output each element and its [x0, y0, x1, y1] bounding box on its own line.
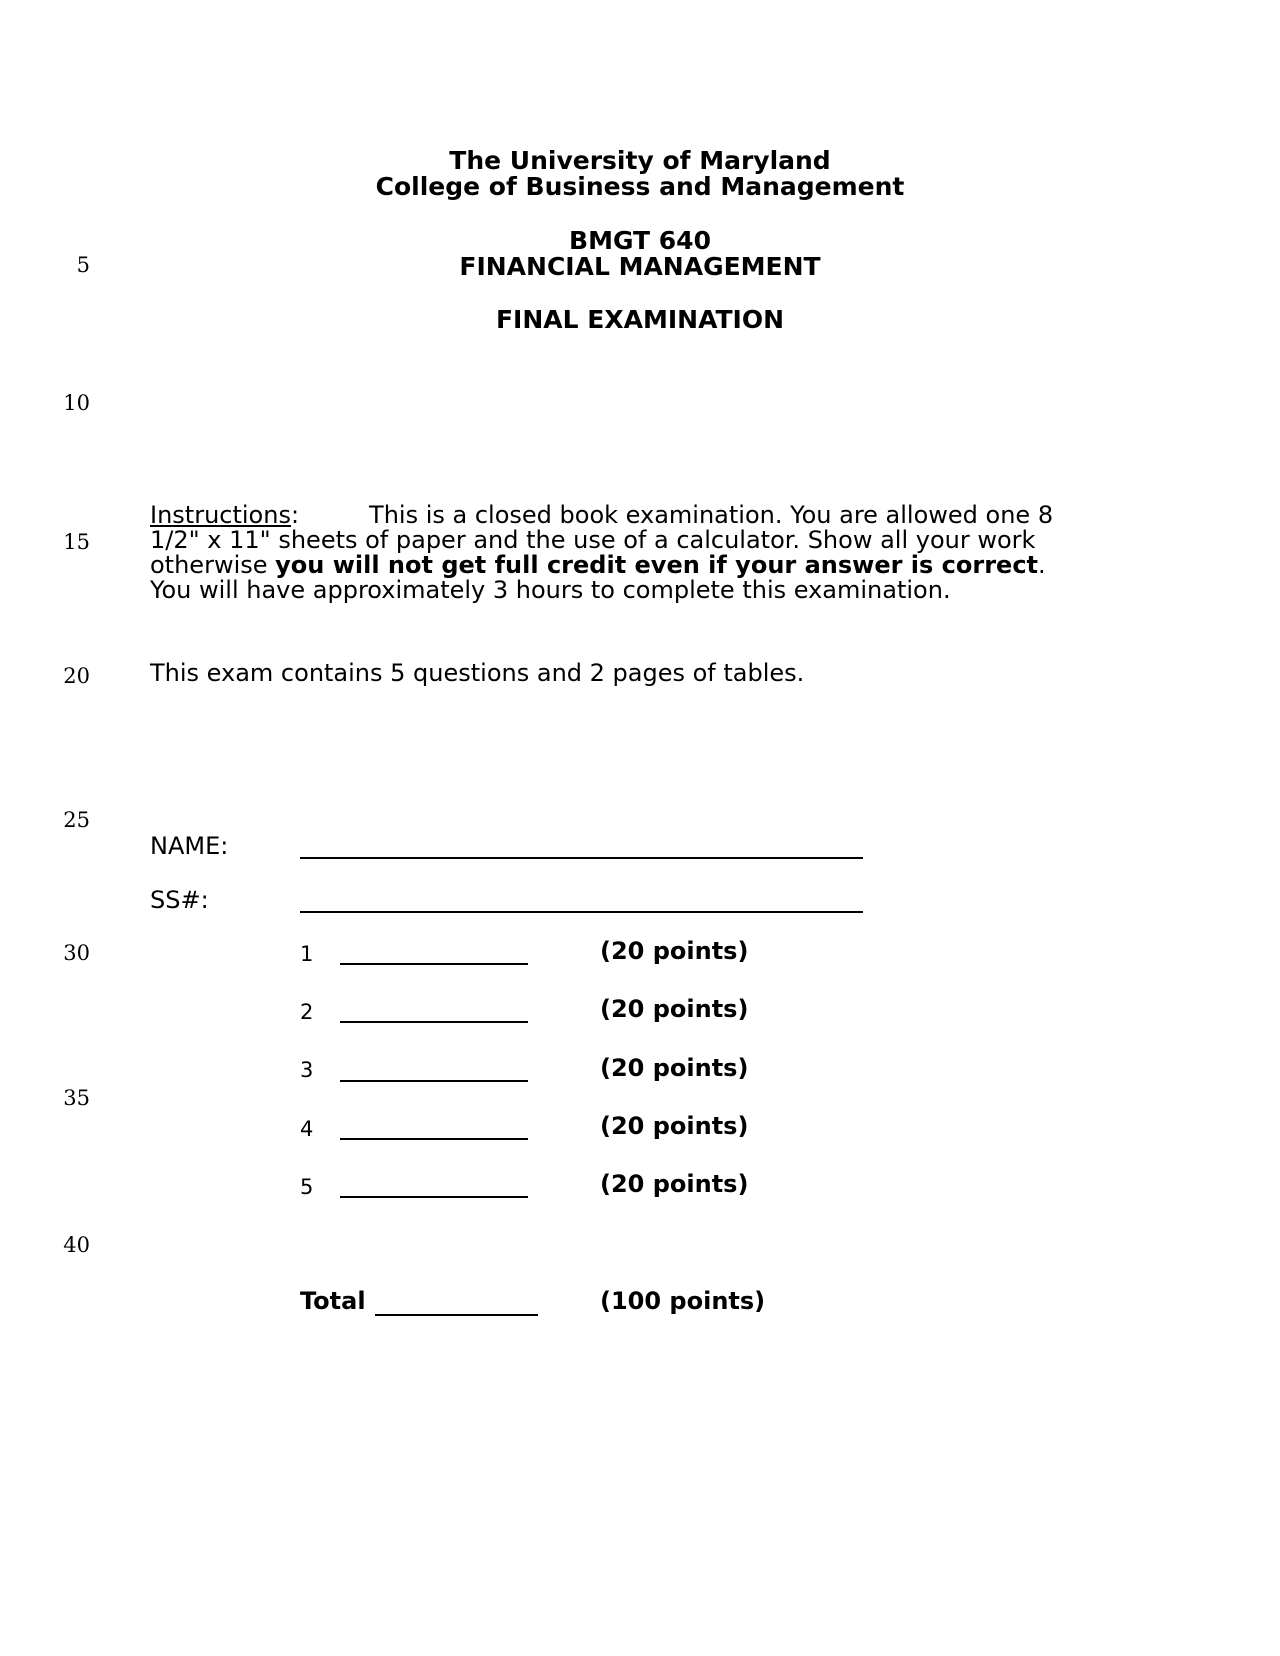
line-number-20: 20 — [63, 664, 90, 688]
course-name: FINANCIAL MANAGEMENT — [459, 252, 821, 281]
instructions-line-4: You will have approximately 3 hours to complete this examination. — [150, 576, 951, 604]
question-score-line[interactable] — [340, 963, 528, 965]
instructions-line-1 — [150, 503, 1053, 528]
question-points: (20 points) — [600, 1054, 749, 1082]
exam-contents-note: This exam contains 5 questions and 2 pages of tables. — [150, 659, 805, 687]
instructions-text-3a: otherwise — [150, 551, 276, 579]
instructions-text-3b: . — [1038, 551, 1046, 579]
ss-field-line[interactable] — [300, 911, 863, 913]
line-number-5: 5 — [76, 253, 90, 277]
university-name: The University of Maryland — [449, 146, 831, 175]
line-number-30: 30 — [63, 941, 90, 965]
question-points: (20 points) — [600, 995, 749, 1023]
question-number: 1 — [300, 942, 314, 966]
instructions-line-2: 1/2" x 11" sheets of paper and the use of a calculator. Show all your work — [150, 526, 1036, 554]
line-number-40: 40 — [63, 1233, 90, 1257]
question-number: 4 — [300, 1117, 314, 1141]
question-points: (20 points) — [600, 937, 749, 965]
total-score-line[interactable] — [375, 1314, 538, 1316]
question-number: 5 — [300, 1175, 314, 1199]
question-points: (20 points) — [600, 1112, 749, 1140]
question-points: (20 points) — [600, 1170, 749, 1198]
line-number-10: 10 — [63, 391, 90, 415]
course-heading — [0, 228, 1280, 280]
line-number-15: 15 — [63, 530, 90, 554]
question-score-line[interactable] — [340, 1080, 528, 1082]
total-label: Total — [300, 1287, 366, 1315]
course-code: BMGT 640 — [569, 226, 711, 255]
instructions-text-1: This is a closed book examination. You are allowed one 8 — [369, 501, 1054, 529]
instructions-block — [150, 503, 1053, 603]
question-score-line[interactable] — [340, 1196, 528, 1198]
question-number: 2 — [300, 1000, 314, 1024]
name-label: NAME: — [150, 832, 229, 860]
college-name: College of Business and Management — [375, 172, 905, 201]
total-points: (100 points) — [600, 1287, 766, 1315]
instructions-colon: : — [290, 501, 300, 529]
line-number-35: 35 — [63, 1086, 90, 1110]
instructions-label: Instructions — [150, 501, 291, 529]
line-number-25: 25 — [63, 808, 90, 832]
instructions-line-3 — [150, 553, 1053, 578]
question-score-line[interactable] — [340, 1138, 528, 1140]
question-number: 3 — [300, 1058, 314, 1082]
exam-title: FINAL EXAMINATION — [495, 305, 785, 334]
question-score-line[interactable] — [340, 1021, 528, 1023]
instructions-warning: you will not get full credit even if your answer is correct — [275, 551, 1039, 579]
exam-header — [0, 148, 1280, 200]
name-field-line[interactable] — [300, 857, 863, 859]
ss-label: SS#: — [150, 886, 209, 914]
